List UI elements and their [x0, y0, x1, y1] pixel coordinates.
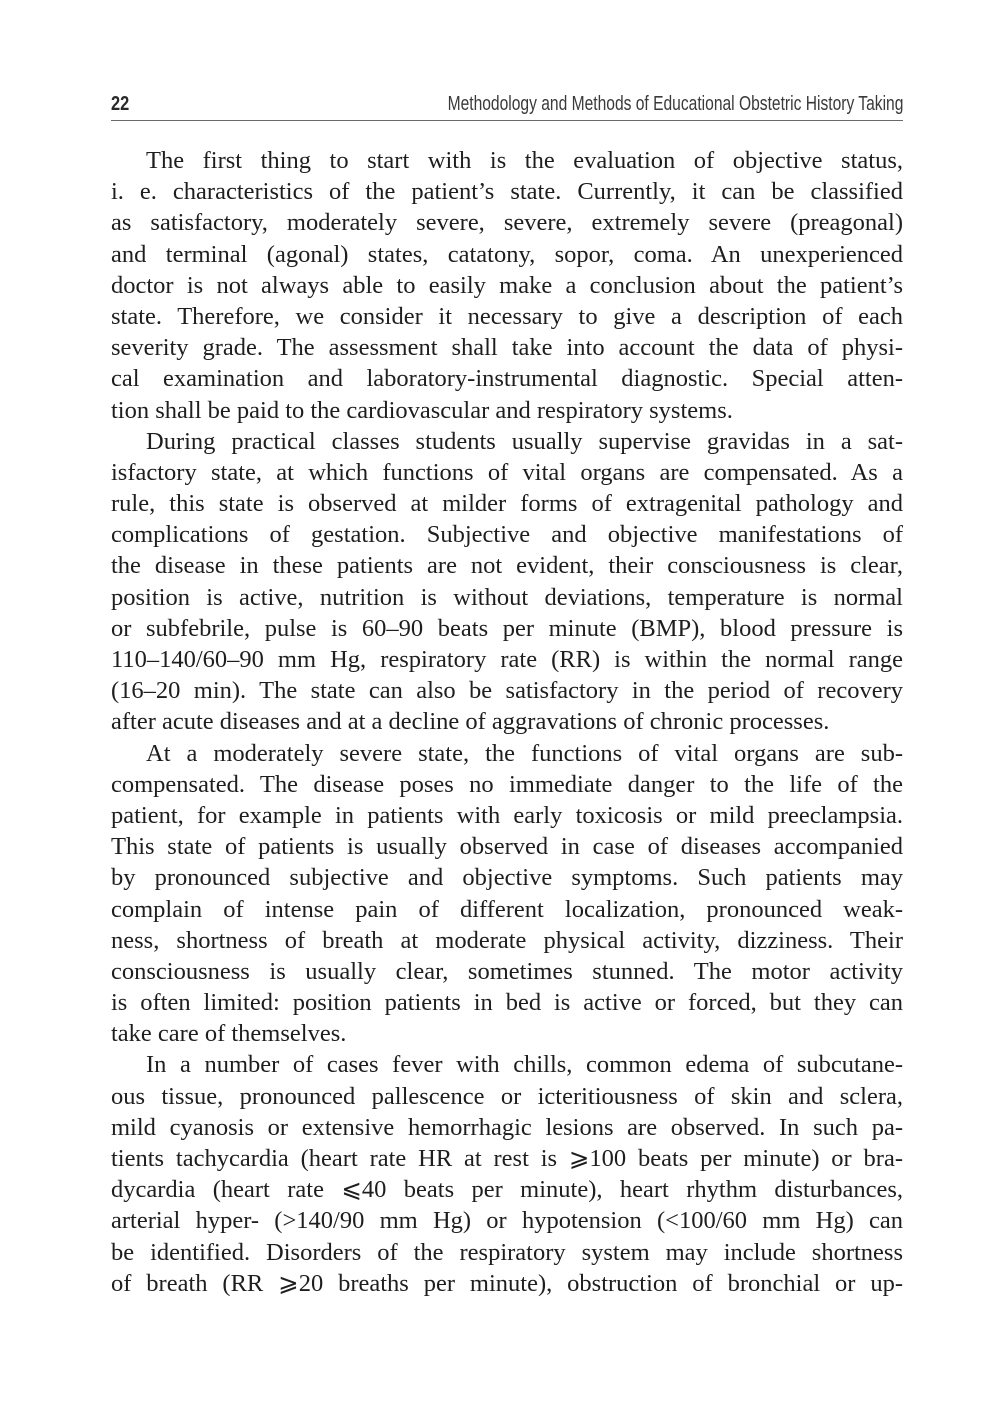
text-line: cal examination and laboratory-instrumental diagnostic. Special atten- — [111, 365, 903, 393]
text-line: This state of patients is usually observed in case of diseases accompanied — [111, 833, 903, 861]
page-number: 22 — [111, 93, 130, 115]
text-line: take care of themselves. — [111, 1020, 347, 1048]
text-line: tion shall be paid to the cardiovascular and respiratory systems. — [111, 396, 733, 424]
text-line: severity grade. The assessment shall take into account the data of physi- — [111, 334, 903, 362]
text-line: by pronounced subjective and objective symptoms. Such patients may — [111, 864, 903, 892]
text-line: At a moderately severe state, the functions of vital organs are sub- — [146, 739, 903, 767]
text-line: complain of intense pain of different localization, pronounced weak- — [111, 895, 903, 923]
text-line: and terminal (agonal) states, catatony, sopor, coma. An unexperienced — [111, 240, 903, 268]
text-line: (16–20 min). The state can also be satisfactory in the period of recovery — [111, 677, 903, 705]
text-line: after acute diseases and at a decline of aggravations of chronic processes. — [111, 708, 830, 736]
running-header — [111, 90, 903, 121]
text-line: During practical classes students usually supervise gravidas in a sat- — [146, 427, 903, 455]
text-line: rule, this state is observed at milder forms of extragenital pathology and — [111, 490, 903, 518]
text-line: complications of gestation. Subjective and objective manifestations of — [111, 521, 903, 549]
text-line: arterial hyper- (>140/90 mm Hg) or hypotension (<100/60 mm Hg) can — [111, 1207, 903, 1235]
text-line: as satisfactory, moderately severe, severe, extremely severe (preagonal) — [111, 209, 903, 237]
paragraph-satisfactory-state — [111, 426, 903, 738]
text-line: ous tissue, pronounced pallescence or icteritiousness of skin and sclera, — [111, 1082, 903, 1110]
text-line: mild cyanosis or extensive hemorrhagic lesions are observed. In such pa- — [111, 1113, 903, 1141]
text-line: The first thing to start with is the evaluation of objective status, — [146, 147, 903, 174]
text-line: isfactory state, at which functions of vital organs are compensated. As a — [111, 458, 903, 486]
text-line: tients tachycardia (heart rate HR at rest is ⩾100 beats per minute) or bra- — [111, 1145, 903, 1172]
text-line: or subfebrile, pulse is 60–90 beats per minute (BMP), blood pressure is — [111, 614, 903, 642]
text-line: of breath (RR ⩾20 breaths per minute), obstruction of bronchial or up- — [111, 1269, 903, 1297]
text-line: dycardia (heart rate ⩽40 beats per minute), heart rhythm disturbances, — [111, 1176, 903, 1204]
paragraph-moderately-severe-state — [111, 738, 903, 1050]
text-line: compensated. The disease poses no immediate danger to the life of the — [111, 770, 903, 798]
text-line: doctor is not always able to easily make a conclusion about the patient’s — [111, 271, 903, 299]
text-line: state. Therefore, we consider it necessary to give a description of each — [111, 302, 903, 330]
text-line: consciousness is usually clear, sometimes stunned. The motor activity — [111, 957, 903, 985]
paragraph-clinical-signs — [111, 1049, 903, 1299]
text-line: position is active, nutrition is without deviations, temperature is normal — [111, 583, 903, 611]
text-line: is often limited: position patients in bed is active or forced, but they can — [111, 989, 903, 1017]
text-line: i. e. characteristics of the patient’s state. Currently, it can be classified — [111, 178, 903, 206]
body-text — [111, 145, 903, 1299]
paragraph-objective-status — [111, 145, 903, 426]
text-line: ness, shortness of breath at moderate physical activity, dizziness. Their — [111, 926, 903, 954]
running-title: Methodology and Methods of Educational Obstetric History Taking — [447, 93, 903, 115]
text-line: 110–140/60–90 mm Hg, respiratory rate (RR) is within the normal range — [111, 646, 903, 673]
text-line: the disease in these patients are not evident, their consciousness is clear, — [111, 552, 903, 580]
text-line: be identified. Disorders of the respiratory system may include shortness — [111, 1238, 903, 1266]
text-line: patient, for example in patients with early toxicosis or mild preeclampsia. — [111, 801, 903, 829]
text-line: In a number of cases fever with chills, common edema of subcutane- — [146, 1051, 903, 1079]
